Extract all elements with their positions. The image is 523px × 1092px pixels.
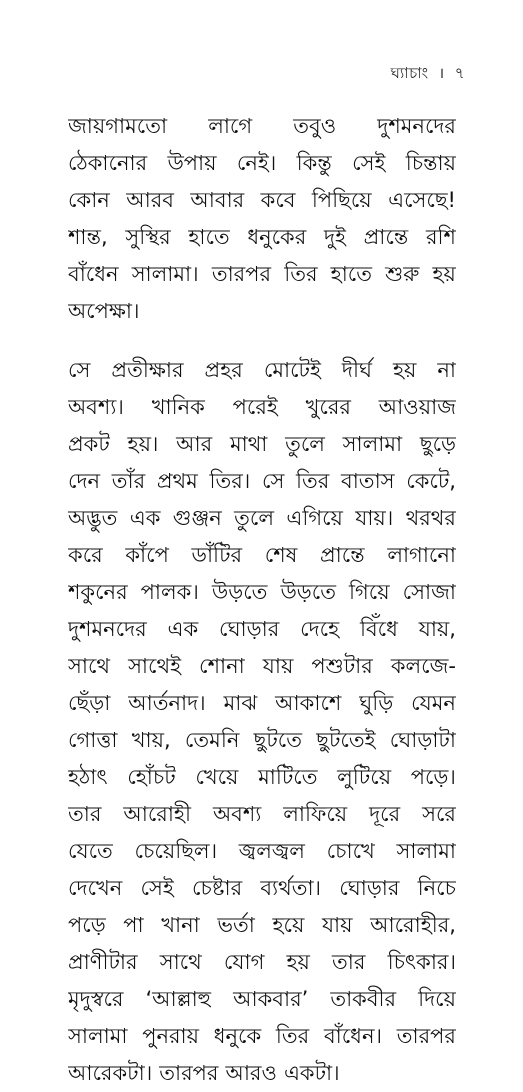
text-line: দেখেন সেই চেষ্টার ব্যর্থতা। ঘোড়ার নিচে [68,876,456,900]
body-text [68,108,456,1092]
book-title: ঘ্যাচাং [390,64,429,82]
text-line: শান্ত, সুস্থির হাতে ধনুকের দুই প্রান্তে রশি [68,225,456,249]
text-line: দেন তাঁর প্রথম তির। সে তির বাতাস কেটে, [68,469,456,493]
text-line: তার আরোহী অবশ্য লাফিয়ে দূরে সরে [68,802,456,826]
header-separator: । [438,64,445,82]
text-line: দুশমনদের এক ঘোড়ার দেহে বিঁধে যায়, [68,617,456,641]
text-line: ছেঁড়া আর্তনাদ। মাঝ আকাশে ঘুড়ি যেমন [68,691,456,715]
paragraph [68,108,456,330]
text-line: আরেকটা। তারপর আরও একটা। [68,1061,340,1085]
text-line: প্রাণীটার সাথে যোগ হয় তার চিৎকার। [68,950,456,974]
text-line: হঠাৎ হোঁচট খেয়ে মাটিতে লুটিয়ে পড়ে। [68,765,456,789]
running-header [391,62,465,87]
text-line: অবশ্য। খানিক পরেই খুরের আওয়াজ [68,395,456,419]
text-line: গোত্তা খায়, তেমনি ছুটতে ছুটতেই ঘোড়াটা [68,728,456,752]
text-line: সাথে সাথেই শোনা যায় পশুটার কলজে- [68,654,456,678]
text-line: বাঁধেন সালামা। তারপর তির হাতে শুরু হয় [68,262,456,286]
page-number: ৭ [454,64,465,82]
text-line: জায়গামতো লাগে তবুও দুশমনদের [68,114,456,138]
text-line: মৃদুস্বরে ‘আল্লাহু আকবার’ তাকবীর দিয়ে [68,987,456,1011]
text-line: সালামা পুনরায় ধনুকে তির বাঁধেন। তারপর [68,1024,456,1048]
text-line: করে কাঁপে ডাঁটির শেষ প্রান্তে লাগানো [68,543,456,567]
text-line: প্রকট হয়। আর মাথা তুলে সালামা ছুড়ে [68,432,456,456]
text-line: পড়ে পা খানা ভর্তা হয়ে যায় আরোহীর, [68,913,456,937]
text-line: কোন আরব আবার কবে পিছিয়ে এসেছে! [68,188,456,212]
paragraph [68,352,456,1092]
text-line: সে প্রতীক্ষার প্রহর মোটেই দীর্ঘ হয় না [68,358,456,382]
text-line: ঠেকানোর উপায় নেই। কিন্তু সেই চিন্তায় [68,151,456,175]
text-line: শকুনের পালক। উড়তে উড়তে গিয়ে সোজা [68,580,456,604]
text-line: যেতে চেয়েছিল। জ্বলজ্বল চোখে সালামা [68,839,456,863]
text-line: অপেক্ষা। [68,299,140,323]
text-line: অদ্ভুত এক গুঞ্জন তুলে এগিয়ে যায়। থরথর [68,506,456,530]
